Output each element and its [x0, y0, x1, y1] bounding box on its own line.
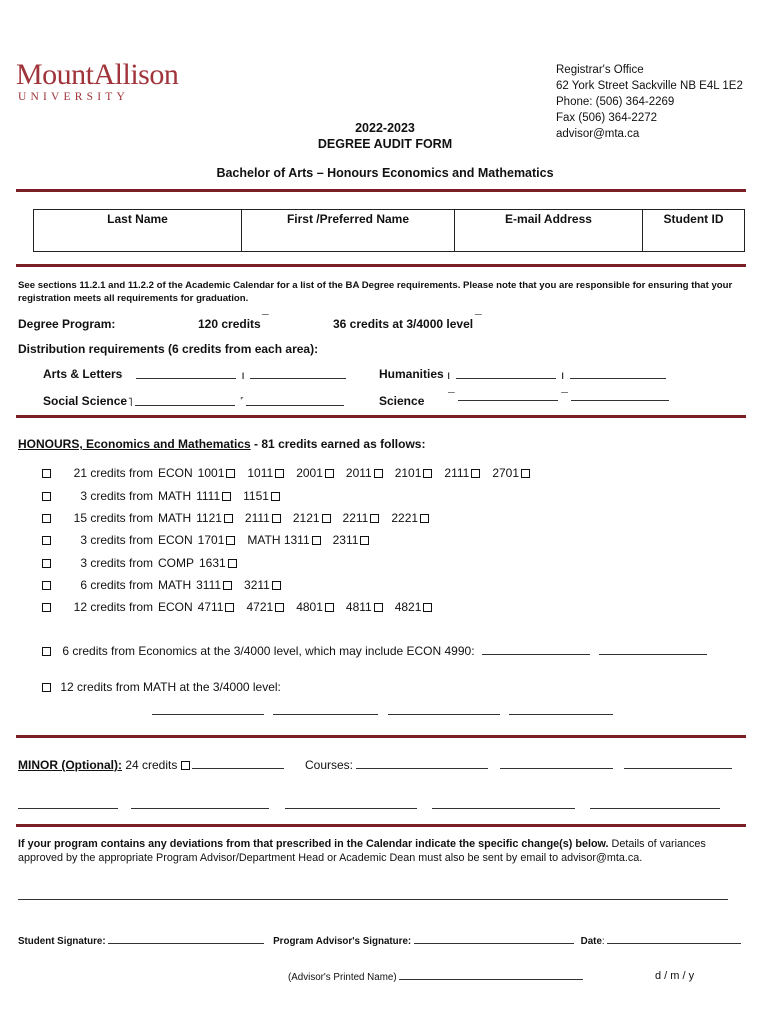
course-option — [346, 600, 385, 614]
contact-line: Phone: (506) 364-2269 — [556, 96, 675, 108]
course-option — [243, 489, 282, 503]
course-option — [444, 466, 482, 480]
course-option — [196, 489, 233, 503]
course-checkbox[interactable] — [272, 514, 281, 523]
course-number: 4811 — [345, 600, 372, 614]
contact-line: Registrar's Office — [556, 64, 644, 76]
university-logo-subtitle: UNIVERSITY — [18, 91, 129, 103]
honours-row — [40, 511, 441, 525]
course-number: 1631 — [199, 556, 226, 570]
email-field[interactable]: E-mail Address — [455, 210, 643, 252]
advisor-printed-name-label: (Advisor's Printed Name) — [288, 972, 397, 983]
science-blank[interactable]: ¯ ¯ — [448, 389, 669, 404]
course-checkbox[interactable] — [271, 492, 280, 501]
minor-row — [18, 757, 284, 772]
subject-code: COMP — [158, 556, 194, 570]
course-checkbox[interactable] — [275, 469, 284, 478]
course-number: 4801 — [296, 600, 323, 614]
course-number: MATH 1311 — [247, 533, 310, 547]
subject-code: ECON — [158, 600, 193, 614]
credits-text: 3 credits from — [80, 489, 153, 503]
course-blank[interactable] — [356, 757, 488, 769]
course-option — [247, 533, 322, 547]
checkbox[interactable] — [42, 536, 51, 545]
course-checkbox[interactable] — [222, 492, 231, 501]
checkbox[interactable] — [42, 683, 51, 692]
course-number: 3211 — [244, 578, 270, 592]
upper-level-credits: 36 credits at 3/4000 level — [333, 317, 474, 331]
course-number: 2001 — [296, 466, 323, 480]
last-name-field[interactable]: Last Name — [34, 210, 242, 252]
minor-label: MINOR (Optional): — [18, 758, 122, 772]
advisor-signature-field[interactable] — [414, 934, 574, 944]
honours-row — [40, 600, 444, 614]
honours-row — [40, 556, 249, 570]
variance-note-rest: Details of variances approved by the appropriate Program Advisor/Department Head or Academic Dean must also be sent by email to advisor@mta.ca. — [18, 838, 706, 864]
honours-row — [40, 466, 542, 480]
minor-credits: 24 credits — [121, 758, 178, 772]
subject-code: MATH — [158, 578, 192, 592]
credits-text: 12 credits from — [73, 600, 153, 614]
course-option — [296, 466, 336, 480]
arts-letters-label: Arts & Letters — [43, 367, 123, 381]
distribution-heading: Distribution requirements (6 credits from each area): — [18, 342, 319, 356]
honours-heading-credits: - 81 credits earned as follows: — [250, 437, 426, 451]
honours-heading — [18, 437, 425, 451]
course-option — [246, 600, 286, 614]
date-label: Date — [580, 936, 602, 947]
course-option — [395, 466, 435, 480]
humanities-blank[interactable]: ı ı — [445, 367, 666, 382]
course-checkbox[interactable] — [423, 603, 432, 612]
course-number: 2211 — [342, 511, 369, 525]
course-checkbox[interactable] — [225, 603, 234, 612]
course-checkbox[interactable] — [272, 581, 281, 590]
course-checkbox[interactable] — [322, 514, 331, 523]
contact-line: advisor@mta.ca — [556, 128, 640, 140]
course-checkbox[interactable] — [226, 469, 235, 478]
program-title: Bachelor of Arts – Honours Economics and Mathematics — [216, 166, 554, 180]
course-option — [196, 578, 234, 592]
course-checkbox[interactable] — [275, 603, 284, 612]
section-divider — [16, 415, 746, 418]
course-option — [346, 466, 385, 480]
course-option — [333, 533, 372, 547]
checkbox[interactable] — [42, 581, 51, 590]
advisor-signature-label: Program Advisor's Signature: — [273, 936, 412, 947]
course-checkbox[interactable] — [223, 581, 232, 590]
section-divider — [16, 264, 746, 267]
course-checkbox[interactable] — [374, 469, 383, 478]
checkbox[interactable] — [42, 559, 51, 568]
course-number: 4721 — [246, 600, 274, 614]
contact-line: Fax (506) 364-2272 — [556, 112, 658, 124]
econ-upper-blank-2[interactable] — [599, 643, 707, 655]
advisor-printed-name-row — [288, 970, 583, 983]
checkbox[interactable] — [42, 469, 51, 478]
checkbox[interactable] — [42, 514, 51, 523]
course-number: 1701 — [197, 533, 225, 547]
checkbox[interactable] — [181, 761, 190, 770]
section-divider — [16, 824, 746, 827]
course-option — [196, 511, 235, 525]
subject-code: ECON — [158, 533, 193, 547]
student-signature-field[interactable] — [108, 934, 264, 944]
course-checkbox[interactable] — [312, 536, 321, 545]
credits-text: 3 credits from — [80, 533, 153, 547]
total-credits-checkbox[interactable]: ¯ — [262, 312, 269, 326]
first-name-field[interactable]: First /Preferred Name — [242, 210, 455, 252]
variance-note — [18, 837, 746, 865]
university-logo: MountAllison — [16, 58, 179, 91]
course-checkbox[interactable] — [420, 514, 429, 523]
degree-program-label: Degree Program: — [18, 317, 116, 331]
advisor-printed-name-field[interactable] — [399, 970, 583, 980]
econ-upper-row — [40, 643, 707, 658]
course-option — [395, 600, 435, 614]
course-blank[interactable] — [624, 757, 732, 769]
student-info-table — [33, 209, 745, 252]
course-option — [492, 466, 532, 480]
social-science-blank[interactable]: ˥ ˹ — [126, 394, 344, 409]
minor-courses — [305, 757, 732, 772]
course-number: 2111 — [244, 511, 270, 525]
course-number: 2311 — [332, 533, 359, 547]
subject-code: ECON — [158, 466, 193, 480]
academic-year: 2022-2023 — [355, 121, 415, 135]
course-checkbox[interactable] — [325, 603, 334, 612]
course-number: 2121 — [292, 511, 320, 525]
minor-name-blank[interactable] — [192, 757, 284, 769]
course-number: 2701 — [492, 466, 520, 480]
checkbox[interactable] — [42, 647, 51, 656]
course-number: 4711 — [197, 600, 224, 614]
course-checkbox[interactable] — [228, 559, 237, 568]
course-number: 1111 — [196, 489, 221, 503]
date-field[interactable] — [607, 934, 741, 944]
course-option — [198, 466, 238, 480]
checkbox[interactable] — [42, 603, 51, 612]
course-option — [391, 511, 431, 525]
arts-letters-blank[interactable]: ı — [136, 367, 346, 382]
course-number: 1151 — [243, 489, 269, 503]
course-option — [198, 533, 238, 547]
contact-line: 62 York Street Sackville NB E4L 1E2 — [556, 80, 743, 92]
credits-text: 3 credits from — [80, 556, 153, 570]
math-upper-blanks[interactable] — [152, 703, 613, 718]
honours-row — [40, 578, 293, 592]
requirements-notice: See sections 11.2.1 and 11.2.2 of the Academic Calendar for a list of the BA Degree requirements. Please note that you are responsible for ensuring that your registration meets all requirements for graduation. — [18, 280, 733, 304]
honours-row — [40, 489, 292, 503]
section-divider — [16, 189, 746, 192]
section-divider — [16, 735, 746, 738]
course-checkbox[interactable] — [360, 536, 369, 545]
course-number: 3111 — [196, 578, 222, 592]
student-signature-label: Student Signature: — [18, 936, 106, 947]
signature-row: Student Signature: Program Advisor's Signature: Date: — [18, 934, 741, 947]
course-number: 2011 — [345, 466, 372, 480]
course-checkbox[interactable] — [423, 469, 432, 478]
humanities-label: Humanities — [379, 367, 444, 381]
course-option — [199, 556, 239, 570]
course-checkbox[interactable] — [226, 536, 235, 545]
course-number: 2101 — [394, 466, 422, 480]
course-option — [343, 511, 382, 525]
form-title: DEGREE AUDIT FORM — [317, 137, 453, 151]
econ-upper-blank-1[interactable] — [482, 643, 590, 655]
minor-course-blanks[interactable] — [18, 797, 720, 812]
course-number: 1001 — [197, 466, 225, 480]
course-checkbox[interactable] — [224, 514, 233, 523]
course-number: 1011 — [247, 466, 274, 480]
course-checkbox[interactable] — [374, 603, 383, 612]
total-credits: 120 credits — [198, 317, 261, 331]
course-option — [247, 466, 286, 480]
course-option — [293, 511, 333, 525]
credits-text: 21 credits from — [73, 466, 153, 480]
honours-heading-title: HONOURS, Economics and Mathematics — [18, 437, 251, 451]
credits-text: 15 credits from — [73, 511, 153, 525]
subject-code: MATH — [158, 511, 192, 525]
math-upper-text: 12 credits from MATH at the 3/4000 level: — [60, 680, 281, 694]
course-option — [245, 511, 283, 525]
econ-upper-text: 6 credits from Economics at the 3/4000 level, which may include ECON 4990: — [62, 644, 475, 658]
course-option — [198, 600, 237, 614]
course-blank[interactable] — [500, 757, 613, 769]
science-label: Science — [379, 394, 425, 408]
social-science-label: Social Science — [43, 394, 128, 408]
course-number: 1121 — [196, 511, 222, 525]
variance-blank[interactable] — [18, 888, 728, 903]
courses-label: Courses: — [305, 758, 354, 772]
course-number: 2221 — [391, 511, 419, 525]
course-option — [296, 600, 336, 614]
student-id-field[interactable]: Student ID — [643, 210, 745, 252]
variance-note-bold: If your program contains any deviations from that prescribed in the Calendar indicate the specific change(s) below. — [18, 838, 609, 850]
date-format: d / m / y — [655, 970, 695, 982]
upper-level-checkbox[interactable]: ¯ — [475, 312, 482, 326]
course-checkbox[interactable] — [370, 514, 379, 523]
course-number: 2111 — [444, 466, 470, 480]
credits-text: 6 credits from — [80, 578, 153, 592]
math-upper-row — [40, 680, 281, 694]
course-number: 4821 — [394, 600, 422, 614]
checkbox[interactable] — [42, 492, 51, 501]
course-checkbox[interactable] — [471, 469, 480, 478]
course-option — [244, 578, 283, 592]
subject-code: MATH — [158, 489, 192, 503]
course-checkbox[interactable] — [325, 469, 334, 478]
course-checkbox[interactable] — [521, 469, 530, 478]
honours-row — [40, 533, 381, 547]
